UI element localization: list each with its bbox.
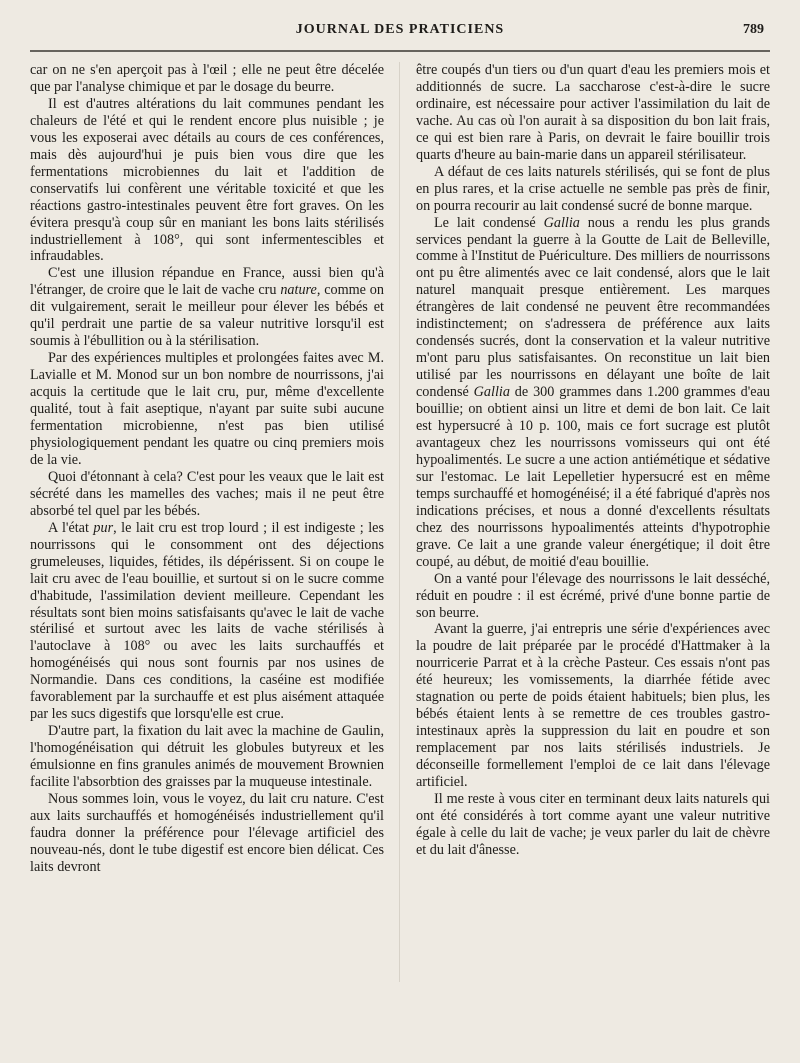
text-run: , le lait cru est trop lourd ; il est indigeste ; les nourrissons qui le consomment ont des déjections grumeleuses, liquides, fétides, ils dépérissent. Si on coupe le lait cru avec de l'eau bouillie, et surtout si on le sucre comme d'habitude, l'assimilation devient meilleure. Cependant les résultats sont bien moins satisfaisants qu'avec le lait de vache stérilisé et surtout avec les laits de vache stérilisés à l'autoclave à 108° ou avec les laits surchauffés et homogénéisés qui nous sont fournis par nos usines de Normandie. Dans ces conditions, la caséine est modifiée favorablement par la surchauffe et est plus aisément attaquée par les sucs digestifs que lorsqu'elle est crue.	[30, 519, 384, 723]
paragraph	[30, 265, 384, 350]
text-run: Le lait condensé	[434, 214, 544, 231]
text-run: de 300 grammes dans 1.200 grammes d'eau bouillie; on obtient ainsi un litre et demi de bon lait. Ce lait est hypersucré à 10 p. 100, mais ce fort sucrage est plutôt avantageux chez les nourrissons vomisseurs qui ont été hypoalimentés. Le sucre a une action antiémétique et sédative sur l'estomac. Le lait Lepelletier hypersucré est en même temps surchauffé et homogénéisé; il a été fabriqué d'après nos indications précises, et nous a donné d'excellents résultats chez des nourrissons hypoalimentés atteints d'hypotrophie grave. Ce lait a une grande valeur énergétique; il doit être coupé, au début, de moitié d'eau bouillie.	[416, 384, 770, 570]
text-run: , comme on dit vulgairement, serait le meilleur pour élever les bébés et qu'il perdrait une partie de sa valeur nutritive lorsqu'il est soumis à l'ébullition ou à la stérilisation.	[30, 282, 384, 350]
italic-term: Gallia	[543, 214, 580, 231]
text-run: C'est une illusion répandue en France, aussi bien qu'à l'étranger, de croire que le lait de vache cru	[30, 265, 384, 299]
italic-term: nature	[280, 282, 317, 299]
italic-term: Gallia	[473, 384, 510, 401]
text-run: nous a rendu les plus grands services pendant la guerre à la Goutte de Lait de Belleville, comme à l'Institut de Puériculture. Des milliers de nourrissons ont pu être alimentés avec ce lait condensé, alors que le lait naturel manquait presque entièrement. Les marques étrangères de lait condensé ne peuvent être recommandées indistinctement; on s'adressera de préférence aux laits condensés sucrés, dont la conservation et la valeur nutritive m'ont paru plus satisfaisantes. On reconstitue un lait bien utilisé par les nourrissons en délayant une boîte de lait condensé	[416, 214, 771, 401]
paragraph: D'autre part, la fixation du lait avec la machine de Gaulin, l'homogénéisation qui détruit les globules butyreux et les émulsionne en fins granules animés de mouvement Brownien facilite l'absorbtion des graisses par la muqueuse intestinale.	[30, 723, 384, 791]
paragraph: A défaut de ces laits naturels stérilisés, qui se font de plus en plus rares, et la crise actuelle ne semble pas près de finir, on pourra recourir au lait condensé sucré de bonne marque.	[416, 163, 770, 214]
paragraph	[30, 520, 384, 723]
paragraph: Par des expériences multiples et prolongées faites avec M. Lavialle et M. Monod sur un bon nombre de nourrissons, j'ai acquis la certitude que le lait cru, pur, même d'excellente qualité, tout à fait aseptique, n'ayant par suite subi aucune fermentation microbienne, n'est pas bien utilisé physiologiquement pendant les quatre ou cinq premiers mois de la vie.	[30, 350, 384, 468]
paragraph: Il me reste à vous citer en terminant deux laits naturels qui ont été considérés à tort comme ayant une valeur nutritive égale à celle du lait de vache; je veux parler du lait de chèvre et du lait d'ânesse.	[416, 790, 770, 858]
paragraph: car on ne s'en aperçoit pas à l'œil ; elle ne peut être décelée que par l'analyse chimique et par le dosage du beurre.	[30, 62, 384, 95]
header-rule	[30, 50, 770, 52]
italic-term: pur	[93, 519, 114, 536]
running-header	[30, 22, 770, 42]
paragraph: être coupés d'un tiers ou d'un quart d'eau les premiers mois et additionnés de sucre. La saccharose c'est-à-dire le sucre ordinaire, est nécessaire pour activer l'assimilation du lait de vache. Au cas où l'on aurait à sa disposition du bon lait frais, ce qui est bien rare à Paris, on devrait le faire bouillir trois quarts d'heure au bain-marie dans un appareil stérilisateur.	[416, 62, 770, 163]
left-column	[30, 62, 384, 876]
paragraph: Nous sommes loin, vous le voyez, du lait cru nature. C'est aux laits surchauffés et homogénéisés industriellement qu'il faudra donner la préférence pour l'élevage artificiel des nouveau-nés, dont le tube digestif est encore bien délicat. Ces laits devront	[30, 790, 384, 875]
paragraph	[416, 215, 770, 571]
journal-title: JOURNAL DES PRATICIENS	[295, 22, 505, 37]
page-number: 789	[743, 22, 764, 37]
text-columns	[30, 62, 770, 876]
paragraph: Avant la guerre, j'ai entrepris une série d'expériences avec la poudre de lait préparée par le procédé d'Hattmaker à la nourricerie Parrat et à la crèche Pasteur. Ces essais n'ont pas été heureux; les vomissements, la diarrhée fétide avec stagnation ou perte de poids étaient habituels; bien plus, les bébés étaient lents à se remettre de ces troubles gastro-intestinaux après la suppression du lait en poudre et son remplacement par nos laits stérilisés industriels. Je déconseille formellement l'emploi de ce lait dans l'élevage artificiel.	[416, 621, 770, 791]
text-run: A l'état	[48, 519, 94, 536]
paragraph: Quoi d'étonnant à cela? C'est pour les veaux que le lait est sécrété dans les mamelles des vaches; mais il ne peut être absorbé tel quel par les bébés.	[30, 468, 384, 519]
right-column	[416, 62, 770, 876]
paragraph: On a vanté pour l'élevage des nourrissons le lait desséché, réduit en poudre : il est écrémé, privé d'une bonne partie de son beurre.	[416, 570, 770, 621]
paragraph: Il est d'autres altérations du lait communes pendant les chaleurs de l'été et qui le rendent encore plus nuisible ; je vous les exposerai avec détails au cours de ces conférences, mais dès aujourd'hui je puis bien vous dire que les fermentations microbiennes du lait et l'addition de conservatifs lui confèrent une véritable toxicité et que les réactions gastro-intestinales peuvent être fort graves. On les évitera presqu'à coup sûr en maniant les bons laits stérilisés industriellement à 108°, qui sont infermentescibles et infraudables.	[30, 95, 384, 265]
